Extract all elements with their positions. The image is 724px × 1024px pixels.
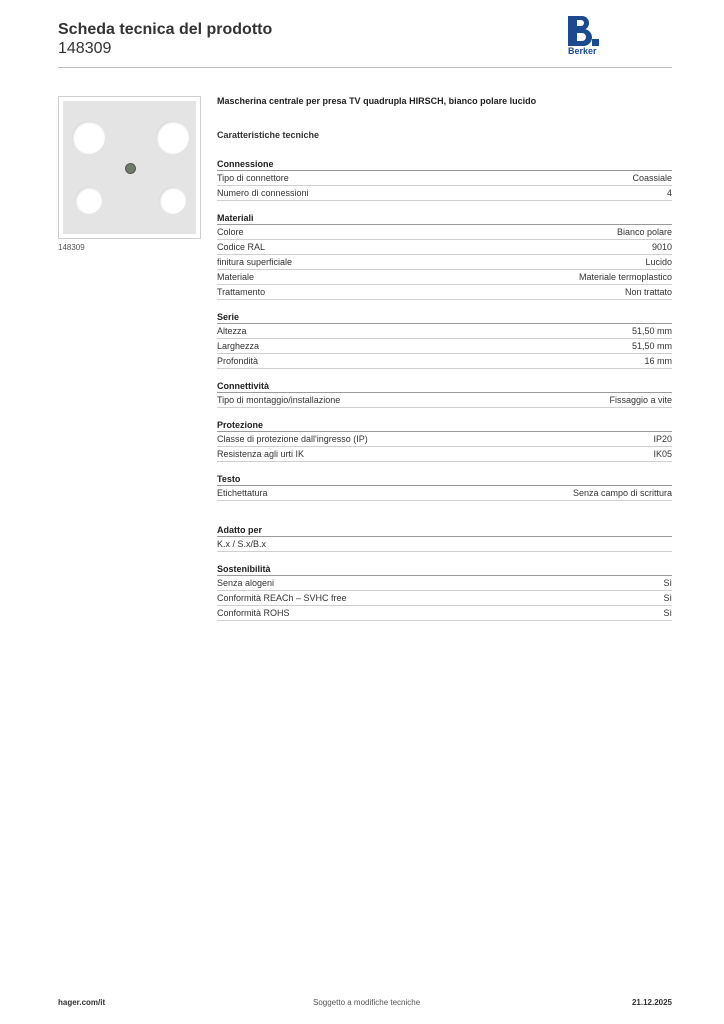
cover-plate — [63, 101, 196, 234]
spec-label: Classe di protezione dall'ingresso (IP) — [217, 434, 368, 444]
spec-row — [217, 393, 672, 408]
spec-row — [217, 225, 672, 240]
spec-row — [217, 447, 672, 462]
spec-value: IK05 — [653, 449, 672, 459]
header-divider — [58, 67, 672, 68]
section-title: Connettività — [217, 379, 672, 393]
document-header — [58, 20, 272, 58]
spec-label: Altezza — [217, 326, 247, 336]
spec-value: Sì — [663, 608, 672, 618]
section-title: Sostenibilità — [217, 562, 672, 576]
spec-row — [217, 270, 672, 285]
spec-value: Sì — [663, 578, 672, 588]
section-sostenibilita — [217, 562, 672, 621]
spec-label: Colore — [217, 227, 244, 237]
spec-value: 4 — [666, 188, 672, 198]
spec-value: IP20 — [653, 434, 672, 444]
section-title: Protezione — [217, 418, 672, 432]
spec-row — [217, 486, 672, 501]
footer-website: hager.com/it — [58, 998, 106, 1007]
spec-label: K.x / S.x/B.x — [217, 539, 267, 549]
section-serie — [217, 310, 672, 369]
spec-value: Sì — [663, 593, 672, 603]
section-title: Materiali — [217, 211, 672, 225]
section-materiali — [217, 211, 672, 300]
spec-label: Materiale — [217, 272, 255, 282]
product-description: Mascherina centrale per presa TV quadrupla HIRSCH, bianco polare lucido — [217, 96, 537, 106]
product-image — [58, 96, 201, 239]
spec-row — [217, 186, 672, 201]
berker-logo-text: Berker — [568, 46, 597, 56]
spec-value: Fissaggio a vite — [609, 395, 672, 405]
spec-row — [217, 537, 672, 552]
spec-value: Lucido — [645, 257, 672, 267]
spec-label: Profondità — [217, 356, 259, 366]
spec-value: 51,50 mm — [631, 341, 672, 351]
spec-value: Bianco polare — [616, 227, 672, 237]
footer-disclaimer: Soggetto a modifiche tecniche — [313, 998, 421, 1007]
spec-row — [217, 339, 672, 354]
socket-hole — [156, 121, 189, 154]
spec-value: Senza campo di scrittura — [572, 488, 672, 498]
section-title: Connessione — [217, 157, 672, 171]
spec-row — [217, 171, 672, 186]
image-caption: 148309 — [58, 243, 85, 252]
spec-value: 16 mm — [644, 356, 672, 366]
spec-label: finitura superficiale — [217, 257, 293, 267]
technical-features-title: Caratteristiche tecniche — [217, 130, 320, 140]
spec-label: Numero di connessioni — [217, 188, 309, 198]
spec-value: Non trattato — [624, 287, 672, 297]
section-connettivita — [217, 379, 672, 408]
spec-label: Senza alogeni — [217, 578, 275, 588]
spec-label: Larghezza — [217, 341, 260, 351]
center-indicator-icon — [125, 163, 136, 174]
spec-label: Tipo di montaggio/installazione — [217, 395, 341, 405]
spec-content — [217, 96, 672, 621]
spec-label: Trattamento — [217, 287, 266, 297]
spec-value: 51,50 mm — [631, 326, 672, 336]
spec-row — [217, 606, 672, 621]
spec-label: Conformità ROHS — [217, 608, 290, 618]
spec-value: Coassiale — [632, 173, 672, 183]
section-testo — [217, 472, 672, 501]
spec-row — [217, 576, 672, 591]
spec-value: 9010 — [651, 242, 672, 252]
section-connessione — [217, 157, 672, 201]
spec-row — [217, 324, 672, 339]
spec-row — [217, 285, 672, 300]
section-title: Testo — [217, 472, 672, 486]
section-adatto-per — [217, 523, 672, 552]
berker-dot-icon — [592, 39, 599, 46]
spec-label: Codice RAL — [217, 242, 266, 252]
socket-hole — [159, 187, 186, 214]
product-number: 148309 — [58, 40, 112, 57]
section-protezione — [217, 418, 672, 462]
spec-label: Tipo di connettore — [217, 173, 289, 183]
document-title: Scheda tecnica del prodotto — [58, 21, 273, 38]
spec-row — [217, 240, 672, 255]
spec-row — [217, 354, 672, 369]
spec-label: Etichettatura — [217, 488, 268, 498]
spec-row — [217, 591, 672, 606]
socket-hole — [72, 121, 105, 154]
berker-logo — [566, 16, 606, 58]
section-title: Adatto per — [217, 523, 672, 537]
spec-label: Conformità REACh – SVHC free — [217, 593, 347, 603]
spec-row — [217, 432, 672, 447]
berker-b-icon — [568, 16, 594, 46]
section-title: Serie — [217, 310, 672, 324]
socket-hole — [75, 187, 102, 214]
footer-date: 21.12.2025 — [631, 998, 672, 1007]
spec-label: Resistenza agli urti IK — [217, 449, 305, 459]
spec-row — [217, 255, 672, 270]
spec-value: Materiale termoplastico — [578, 272, 672, 282]
